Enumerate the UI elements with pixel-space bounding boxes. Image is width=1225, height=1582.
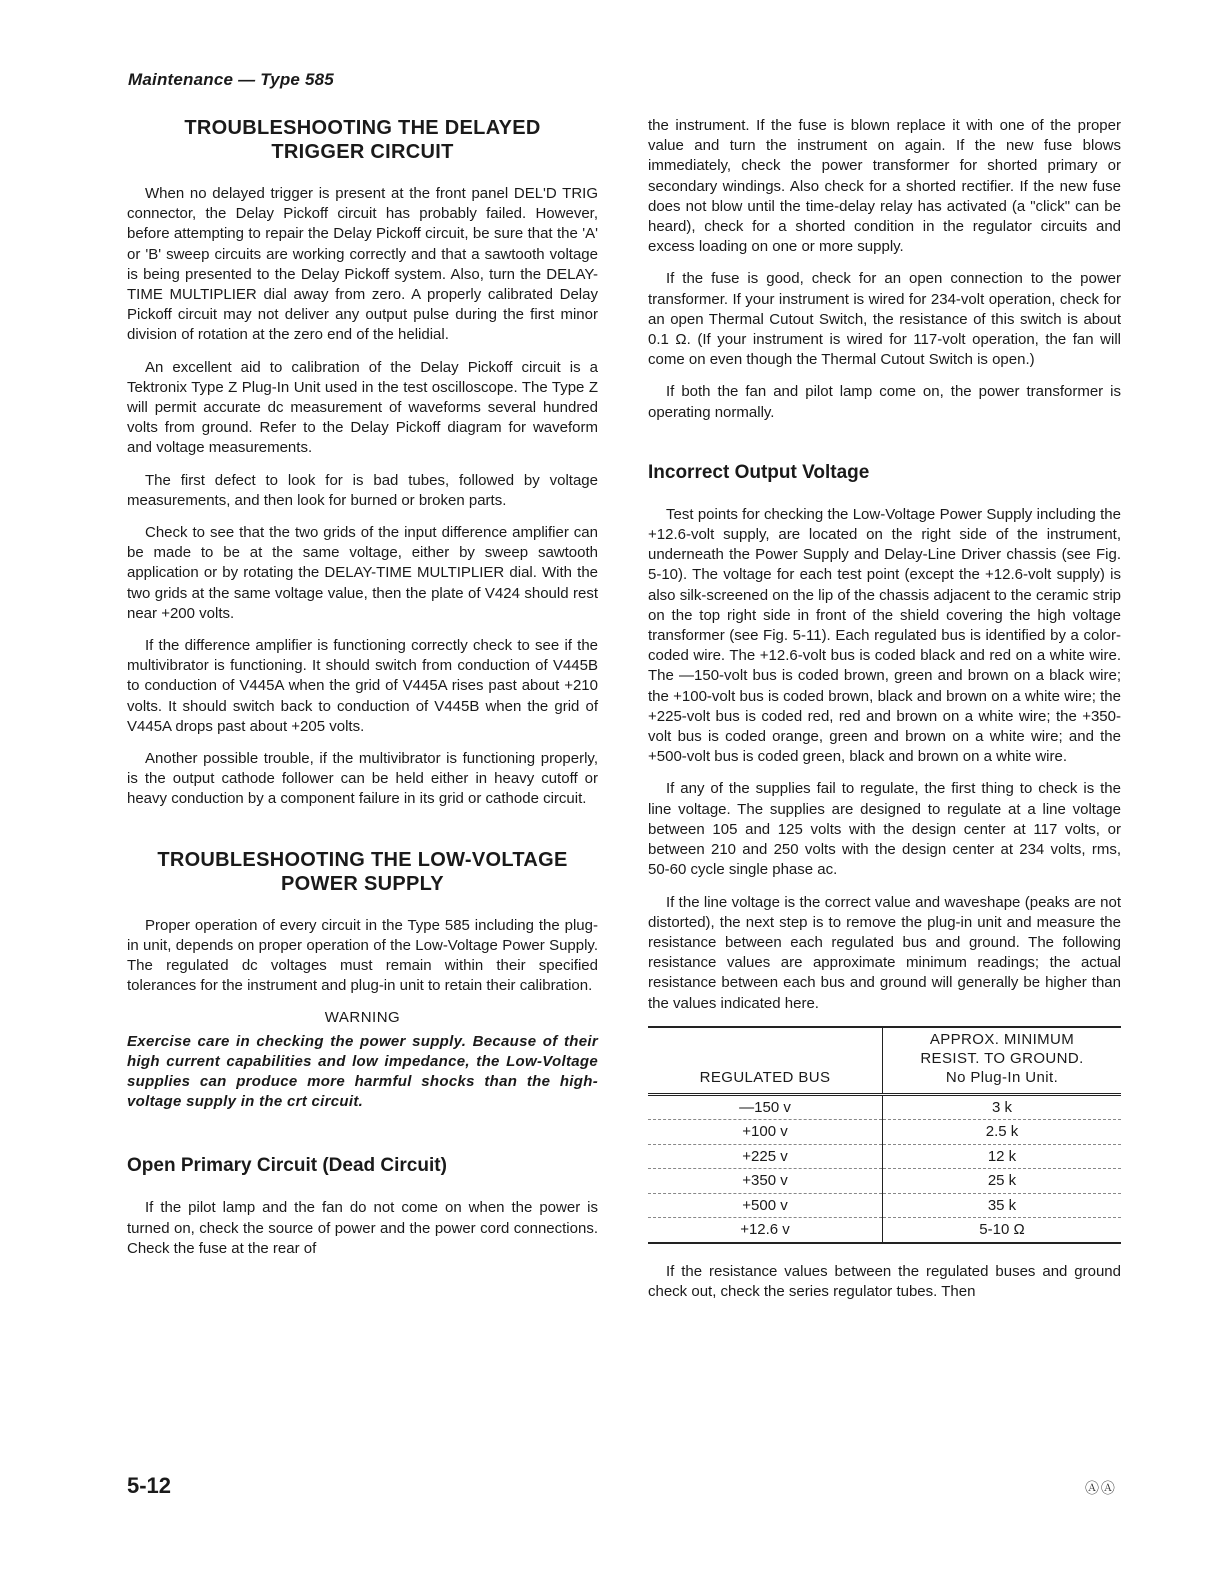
running-head: Maintenance — Type 585 <box>128 70 334 89</box>
paragraph: the instrument. If the fuse is blown replace it with one of the proper value and turn the instrument on again. If the new fuse blows immediately, check the power transformer for shorted primary or secondary windings. Also check for a shorted rectifier. If the new fuse does not blow until the time-delay relay has activated (a "click" can be heard), check for a shorted condition in the regulator circuits and excess loading on one or more supply. <box>648 117 1121 256</box>
table-row <box>648 1120 1121 1145</box>
paragraph: Proper operation of every circuit in the Type 585 including the plug-in unit, depends on proper operation of the Low-Voltage Power Supply. The regulated dc voltages must remain within their specified tolerances for the instrument and plug-in unit to retain their calibration. <box>127 916 598 995</box>
section-title-delayed-trigger <box>127 116 598 164</box>
paragraph: If any of the supplies fail to regulate, the first thing to check is the line voltage. The supplies are designed to regulate at a line voltage between 105 and 125 volts with the design center at 117 volts, or between 210 and 250 volts with the design center at 234 volts, rms, 50-60 cycle single phase ac. <box>648 780 1121 879</box>
resistance-cell: 12 k <box>883 1144 1122 1169</box>
paragraph: The first defect to look for is bad tubes, followed by voltage measurements, and then look for burned or broken parts. <box>127 471 598 509</box>
section-title-line: POWER SUPPLY <box>281 872 444 895</box>
section-title-line: TRIGGER CIRCUIT <box>271 141 454 163</box>
resistance-table <box>648 1026 1121 1244</box>
right-column <box>648 116 1121 1314</box>
resistance-cell: 2.5 k <box>883 1120 1122 1145</box>
paragraph: Another possible trouble, if the multivibrator is functioning properly, is the output cathode follower can be held either in heavy cutoff or heavy conduction by a component failure in its grid or cathode circuit. <box>127 750 598 808</box>
table-row <box>648 1193 1121 1218</box>
paragraph: An excellent aid to calibration of the Delay Pickoff circuit is a Tektronix Type Z Plug-In Unit used in the test oscilloscope. The Type Z will permit accurate dc measurement of waveforms several hundred volts from ground. Refer to the Delay Pickoff diagram for waveform and voltage measurements. <box>127 358 598 457</box>
paragraph: Check to see that the two grids of the input difference amplifier can be made to be at the same voltage, either by sweep sawtooth application or by rotating the DELAY-TIME MULTIPLIER dial. With the two grids at the same voltage value, then the plate of V424 should rest near +200 volts. <box>127 524 598 622</box>
resistance-cell: 3 k <box>883 1094 1122 1120</box>
paragraph: Test points for checking the Low-Voltage Power Supply including the +12.6-volt supply, are located on the right side of the instrument, underneath the Power Supply and Delay-Line Driver chassis (see Fig. 5-10). The voltage for each test point (except the +12.6-volt supply) is also silk-screened on the lip of the chassis adjacent to the ceramic strip on the top right side in front of the shield covering the high voltage transformer (see Fig. 5-11). Each regulated bus is identified by a color-coded wire. The +12.6-volt bus is coded black and red on a white wire. The —150-volt bus is coded brown, green and brown on a black wire; the +100-volt bus is coded brown, black and brown on a white wire; the +225-volt bus is coded red, red and brown on a white wire; the +350-volt bus is coded orange, green and brown on a white wire; and the +500-volt bus is coded green, black and brown on a white wire. <box>648 505 1121 766</box>
edition-mark: Ⓐ Ⓐ <box>1085 1480 1114 1496</box>
paragraph: If both the fan and pilot lamp come on, the power transformer is operating normally. <box>648 383 1121 421</box>
resistance-cell: 35 k <box>883 1193 1122 1218</box>
resistance-cell: 5-10 Ω <box>883 1218 1122 1243</box>
warning-title: WARNING <box>324 1008 401 1026</box>
section-title-line: TROUBLESHOOTING THE DELAYED <box>184 117 541 139</box>
table-row <box>648 1144 1121 1169</box>
paragraph: If the pilot lamp and the fan do not come on when the power is turned on, check the source of power and the power cord connections. Check the fuse at the rear of <box>127 1199 598 1257</box>
bus-cell: +100 v <box>648 1120 883 1145</box>
section-title-low-voltage <box>127 848 598 896</box>
left-column <box>127 116 598 1271</box>
header-line: No Plug-In Unit. <box>945 1068 1059 1086</box>
subsection-title-incorrect-output: Incorrect Output Voltage <box>648 461 870 483</box>
paragraph: If the resistance values between the regulated buses and ground check out, check the series regulator tubes. Then <box>648 1262 1121 1300</box>
bus-cell: +225 v <box>648 1144 883 1169</box>
bus-cell: +12.6 v <box>648 1218 883 1243</box>
bus-cell: —150 v <box>648 1094 883 1120</box>
bus-cell: +500 v <box>648 1193 883 1218</box>
paragraph: If the fuse is good, check for an open connection to the power transformer. If your instrument is wired for 234-volt operation, check for an open Thermal Cutout Switch, the resistance of this switch is about 0.1 Ω. (If your instrument is wired for 117-volt operation, the fan will come on even though the Thermal Cutout Switch is open.) <box>648 270 1121 369</box>
header-line: APPROX. MINIMUM <box>929 1030 1075 1048</box>
paragraph: If the line voltage is the correct value and waveshape (peaks are not distorted), the next step is to remove the plug-in unit and measure the resistance between each regulated bus and ground. The following resistance values are approximate minimum readings; the actual resistance between each bus and ground will generally be higher than the values indicated here. <box>648 893 1121 1012</box>
paragraph: If the difference amplifier is functioning correctly check to see if the multivibrator is functioning. It should switch from conduction of V445B to conduction of V445A when the grid of V445A rises past about +210 volts. It should switch back to conduction of V445B when the grid of V445A drops past about +205 volts. <box>127 637 598 735</box>
section-title-line: TROUBLESHOOTING THE LOW-VOLTAGE <box>157 848 568 871</box>
page-number: 5-12 <box>127 1473 172 1498</box>
table-row <box>648 1218 1121 1243</box>
paragraph: When no delayed trigger is present at the front panel DEL'D TRIG connector, the Delay Pickoff circuit has probably failed. However, before attempting to repair the Delay Pickoff circuit, be sure that the 'A' or 'B' sweep circuits are working correctly and that a sawtooth voltage is being presented to the Delay Pickoff system. Also, turn the DELAY-TIME MULTIPLIER dial away from zero. A properly calibrated Delay Pickoff circuit may not deliver any output pulse during the first minor division of rotation at the zero end of the helidial. <box>127 185 598 344</box>
resistance-cell: 25 k <box>883 1169 1122 1194</box>
subsection-title-open-primary: Open Primary Circuit (Dead Circuit) <box>127 1155 447 1177</box>
bus-cell: +350 v <box>648 1169 883 1194</box>
warning-text: Exercise care in checking the power supply. Because of their high current capabilities and low impedance, the Low-Voltage supplies can produce more harmful shocks than the high-voltage supply in the crt circuit. <box>127 1032 598 1111</box>
table-header-row <box>648 1027 1121 1095</box>
table-row <box>648 1094 1121 1120</box>
table-row <box>648 1169 1121 1194</box>
table-header-bus: REGULATED BUS <box>648 1027 883 1095</box>
table-header-resistance <box>883 1027 1122 1095</box>
header-line: RESIST. TO GROUND. <box>920 1049 1084 1067</box>
